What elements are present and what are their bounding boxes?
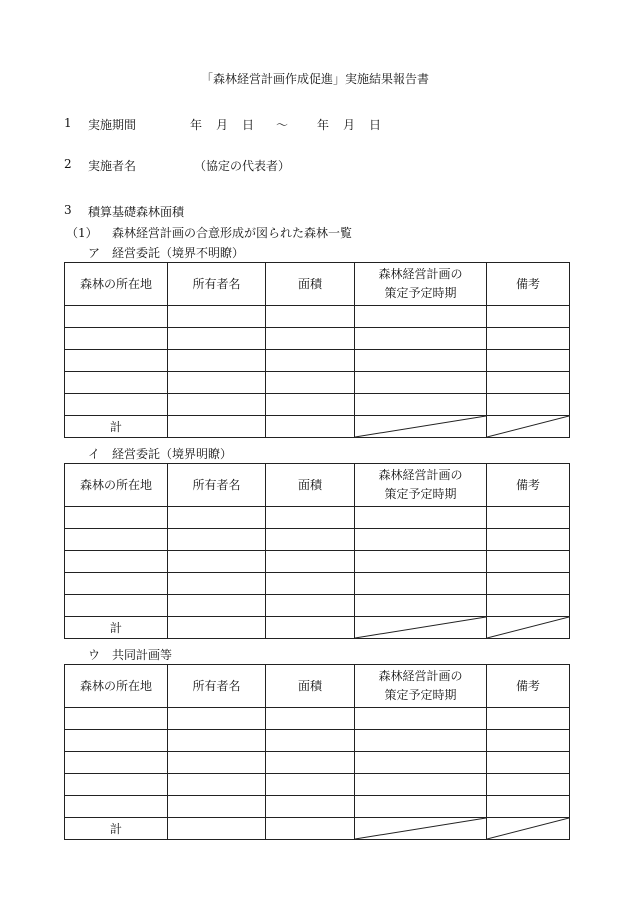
- cell-owner[interactable]: [168, 328, 266, 350]
- col-header-area: 面積: [266, 464, 355, 507]
- cell-plan-timing[interactable]: [355, 529, 487, 551]
- cell-location[interactable]: [65, 774, 168, 796]
- col-header-plan-line1: 森林経営計画の: [378, 267, 463, 281]
- table-c-heading: ウ 共同計画等: [88, 648, 173, 662]
- cell-location[interactable]: [65, 730, 168, 752]
- table-header-row: [65, 464, 570, 507]
- cell-area[interactable]: [266, 350, 355, 372]
- total-area[interactable]: [266, 617, 355, 639]
- cell-location[interactable]: [65, 551, 168, 573]
- cell-area[interactable]: [266, 752, 355, 774]
- cell-location[interactable]: [65, 328, 168, 350]
- section-1-period: [0, 116, 630, 132]
- cell-location[interactable]: [65, 573, 168, 595]
- subsection-1: [0, 224, 630, 240]
- slashed-cell: [355, 617, 487, 639]
- cell-owner[interactable]: [168, 350, 266, 372]
- col-header-remarks: 備考: [487, 665, 570, 708]
- section-2-label: 実施者名: [88, 159, 137, 173]
- cell-remarks[interactable]: [487, 708, 570, 730]
- col-header-area: 面積: [266, 263, 355, 306]
- cell-owner[interactable]: [168, 372, 266, 394]
- cell-owner[interactable]: [168, 708, 266, 730]
- cell-area[interactable]: [266, 394, 355, 416]
- start-year-unit: 年: [190, 118, 203, 132]
- cell-area[interactable]: [266, 306, 355, 328]
- col-header-plan-line2: 策定予定時期: [384, 286, 457, 300]
- cell-location[interactable]: [65, 796, 168, 818]
- cell-owner[interactable]: [168, 507, 266, 529]
- cell-remarks[interactable]: [487, 529, 570, 551]
- cell-remarks[interactable]: [487, 595, 570, 617]
- end-month-unit: 月: [343, 118, 356, 132]
- cell-plan-timing[interactable]: [355, 394, 487, 416]
- cell-owner[interactable]: [168, 529, 266, 551]
- diagonal-line: [487, 617, 569, 638]
- total-label: 計: [65, 818, 168, 840]
- total-label: 計: [65, 617, 168, 639]
- cell-remarks[interactable]: [487, 796, 570, 818]
- slashed-cell: [487, 818, 570, 840]
- start-month-unit: 月: [216, 118, 229, 132]
- slashed-cell: [487, 617, 570, 639]
- slashed-cell: [355, 818, 487, 840]
- table-header-row: [65, 665, 570, 708]
- forest-table-c: [64, 664, 570, 840]
- col-header-owner: 所有者名: [168, 263, 266, 306]
- cell-remarks[interactable]: [487, 306, 570, 328]
- end-year-unit: 年: [317, 118, 330, 132]
- slashed-cell: [487, 416, 570, 438]
- table-row: [65, 372, 570, 394]
- section-1-number: 1: [64, 116, 72, 130]
- cell-owner[interactable]: [168, 551, 266, 573]
- table-row: [65, 595, 570, 617]
- table-row: [65, 507, 570, 529]
- cell-location[interactable]: [65, 372, 168, 394]
- cell-area[interactable]: [266, 774, 355, 796]
- cell-owner[interactable]: [168, 595, 266, 617]
- table-row: [65, 573, 570, 595]
- cell-plan-timing[interactable]: [355, 328, 487, 350]
- section-3-label: 積算基礎森林面積: [88, 205, 185, 219]
- table-row: [65, 708, 570, 730]
- forest-table-b: [64, 463, 570, 639]
- total-area[interactable]: [266, 416, 355, 438]
- cell-plan-timing[interactable]: [355, 306, 487, 328]
- cell-plan-timing[interactable]: [355, 752, 487, 774]
- cell-plan-timing[interactable]: [355, 796, 487, 818]
- cell-remarks[interactable]: [487, 350, 570, 372]
- table-total-row: [65, 818, 570, 840]
- section-2-note: （協定の代表者）: [194, 159, 291, 173]
- cell-owner[interactable]: [168, 752, 266, 774]
- start-day-unit: 日: [242, 118, 255, 132]
- col-header-owner: 所有者名: [168, 464, 266, 507]
- cell-area[interactable]: [266, 573, 355, 595]
- col-header-remarks: 備考: [487, 263, 570, 306]
- col-header-plan-timing: [355, 665, 487, 708]
- cell-location[interactable]: [65, 507, 168, 529]
- total-owner[interactable]: [168, 617, 266, 639]
- section-3-area: [0, 203, 630, 219]
- period-tilde: ～: [276, 118, 289, 132]
- cell-remarks[interactable]: [487, 328, 570, 350]
- cell-location[interactable]: [65, 394, 168, 416]
- table-row: [65, 350, 570, 372]
- col-header-plan-line1: 森林経営計画の: [378, 669, 463, 683]
- col-header-plan-line1: 森林経営計画の: [378, 468, 463, 482]
- cell-area[interactable]: [266, 328, 355, 350]
- cell-owner[interactable]: [168, 730, 266, 752]
- cell-area[interactable]: [266, 551, 355, 573]
- cell-remarks[interactable]: [487, 730, 570, 752]
- cell-remarks[interactable]: [487, 774, 570, 796]
- cell-plan-timing[interactable]: [355, 573, 487, 595]
- cell-plan-timing[interactable]: [355, 507, 487, 529]
- cell-area[interactable]: [266, 796, 355, 818]
- end-day-unit: 日: [369, 118, 382, 132]
- table-row: [65, 752, 570, 774]
- cell-location[interactable]: [65, 306, 168, 328]
- cell-plan-timing[interactable]: [355, 730, 487, 752]
- cell-area[interactable]: [266, 529, 355, 551]
- col-header-area: 面積: [266, 665, 355, 708]
- cell-plan-timing[interactable]: [355, 551, 487, 573]
- diagonal-line: [355, 818, 486, 839]
- table-row: [65, 774, 570, 796]
- cell-plan-timing[interactable]: [355, 774, 487, 796]
- total-label: 計: [65, 416, 168, 438]
- diagonal-line: [487, 416, 569, 437]
- table-row: [65, 328, 570, 350]
- cell-plan-timing[interactable]: [355, 595, 487, 617]
- table-total-row: [65, 416, 570, 438]
- document-title: 「森林経営計画作成促進」実施結果報告書: [200, 72, 429, 86]
- cell-remarks[interactable]: [487, 394, 570, 416]
- cell-location[interactable]: [65, 708, 168, 730]
- cell-location[interactable]: [65, 752, 168, 774]
- cell-owner[interactable]: [168, 394, 266, 416]
- section-3-number: 3: [64, 203, 72, 217]
- cell-owner[interactable]: [168, 306, 266, 328]
- cell-area[interactable]: [266, 372, 355, 394]
- section-2-implementer: [0, 157, 630, 173]
- col-header-plan-line2: 策定予定時期: [384, 487, 457, 501]
- col-header-plan-line2: 策定予定時期: [384, 688, 457, 702]
- col-header-location: 森林の所在地: [65, 665, 168, 708]
- subsection-1-label: 森林経営計画の合意形成が図られた森林一覧: [112, 226, 353, 240]
- table-row: [65, 796, 570, 818]
- table-row: [65, 306, 570, 328]
- col-header-location: 森林の所在地: [65, 464, 168, 507]
- cell-remarks[interactable]: [487, 507, 570, 529]
- table-row: [65, 551, 570, 573]
- cell-owner[interactable]: [168, 774, 266, 796]
- cell-plan-timing[interactable]: [355, 350, 487, 372]
- total-owner[interactable]: [168, 416, 266, 438]
- section-1-label: 実施期間: [88, 118, 137, 132]
- diagonal-line: [355, 416, 486, 437]
- total-owner[interactable]: [168, 818, 266, 840]
- cell-location[interactable]: [65, 595, 168, 617]
- table-row: [65, 529, 570, 551]
- section-2-number: 2: [64, 157, 72, 171]
- table-row: [65, 394, 570, 416]
- cell-area[interactable]: [266, 730, 355, 752]
- table-row: [65, 730, 570, 752]
- total-area[interactable]: [266, 818, 355, 840]
- col-header-remarks: 備考: [487, 464, 570, 507]
- forest-table-a: [64, 262, 570, 438]
- cell-remarks[interactable]: [487, 752, 570, 774]
- cell-plan-timing[interactable]: [355, 372, 487, 394]
- col-header-plan-timing: [355, 263, 487, 306]
- slashed-cell: [355, 416, 487, 438]
- cell-area[interactable]: [266, 595, 355, 617]
- cell-remarks[interactable]: [487, 573, 570, 595]
- col-header-location: 森林の所在地: [65, 263, 168, 306]
- cell-location[interactable]: [65, 350, 168, 372]
- diagonal-line: [355, 617, 486, 638]
- table-header-row: [65, 263, 570, 306]
- table-total-row: [65, 617, 570, 639]
- subsection-1-number: （1）: [66, 226, 98, 240]
- cell-owner[interactable]: [168, 573, 266, 595]
- cell-plan-timing[interactable]: [355, 708, 487, 730]
- table-a-heading: ア 経営委託（境界不明瞭）: [88, 246, 245, 260]
- cell-location[interactable]: [65, 529, 168, 551]
- cell-owner[interactable]: [168, 796, 266, 818]
- cell-remarks[interactable]: [487, 372, 570, 394]
- col-header-plan-timing: [355, 464, 487, 507]
- table-b-heading: イ 経営委託（境界明瞭）: [88, 447, 233, 461]
- cell-remarks[interactable]: [487, 551, 570, 573]
- col-header-owner: 所有者名: [168, 665, 266, 708]
- cell-area[interactable]: [266, 708, 355, 730]
- cell-area[interactable]: [266, 507, 355, 529]
- diagonal-line: [487, 818, 569, 839]
